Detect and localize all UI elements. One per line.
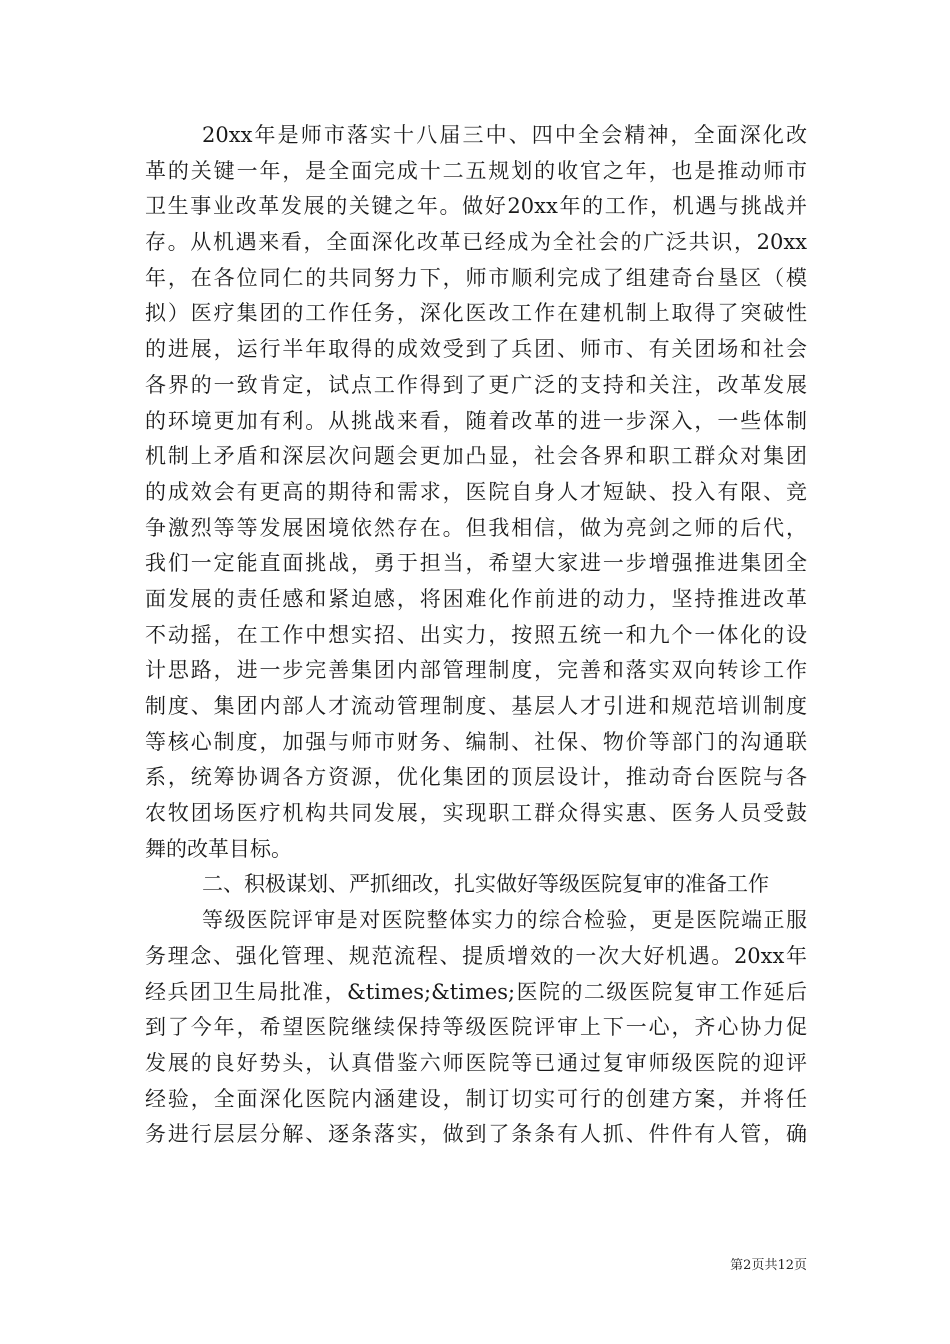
text-line: 面发展的责任感和紧迫感，将困难化作前进的动力，坚持推进改革: [145, 586, 807, 611]
text-line: 发展的良好势头，认真借鉴六师医院等已通过复审师级医院的迎评: [145, 1050, 807, 1075]
page-number: 第2页共12页: [730, 1258, 807, 1273]
text-line: 制度、集团内部人才流动管理制度、基层人才引进和规范培训制度: [145, 694, 807, 718]
text-line: 到了今年，希望医院继续保持等级医院评审上下一心，齐心协力促: [145, 1015, 807, 1040]
text-line: 务进行层层分解、逐条落实，做到了条条有人抓、件件有人管，确: [145, 1122, 807, 1147]
text-line: 经兵团卫生局批准，&times;&times;医院的二级医院复审工作延后: [145, 979, 807, 1004]
text-line: 争激烈等等发展困境依然存在。但我相信，做为亮剑之师的后代，: [145, 515, 807, 540]
body-text: [145, 118, 807, 1153]
text-line: 等级医院评审是对医院整体实力的综合检验，更是医院端正服: [202, 908, 807, 933]
text-line: 不动摇，在工作中想实招、出实力，按照五统一和九个一体化的设: [145, 622, 807, 647]
text-line: 的环境更加有利。从挑战来看，随着改革的进一步深入，一些体制: [145, 408, 807, 433]
text-line: 各界的一致肯定，试点工作得到了更广泛的支持和关注，改革发展: [145, 372, 807, 397]
text-line: 系，统筹协调各方资源，优化集团的顶层设计，推动奇台医院与各: [145, 765, 807, 790]
text-line: 机制上矛盾和深层次问题会更加凸显，社会各界和职工群众对集团: [145, 444, 807, 469]
text-line: 务理念、强化管理、规范流程、提质增效的一次大好机遇。20xx年: [145, 943, 807, 968]
text-line: 二、积极谋划、严抓细改，扎实做好等级医院复审的准备工作: [202, 872, 769, 897]
text-line: 年，在各位同仁的共同努力下，师市顺利完成了组建奇台垦区（模: [145, 265, 807, 290]
text-line: 革的关键一年，是全面完成十二五规划的收官之年，也是推动师市: [145, 158, 807, 183]
text-line: 拟）医疗集团的工作任务，深化医改工作在建机制上取得了突破性: [145, 301, 807, 326]
text-line: 的成效会有更高的期待和需求，医院自身人才短缺、投入有限、竞: [145, 479, 807, 504]
text-line: 我们一定能直面挑战，勇于担当，希望大家进一步增强推进集团全: [145, 551, 807, 576]
text-line: 计思路，进一步完善集团内部管理制度，完善和落实双向转诊工作: [145, 658, 807, 683]
text-line: 经验，全面深化医院内涵建设，制订切实可行的创建方案，并将任: [145, 1086, 807, 1111]
text-line: 20xx年是师市落实十八届三中、四中全会精神，全面深化改: [202, 123, 807, 147]
text-line: 等核心制度，加强与师市财务、编制、社保、物价等部门的沟通联: [145, 729, 807, 754]
text-line: 存。从机遇来看，全面深化改革已经成为全社会的广泛共识，20xx: [145, 230, 807, 255]
text-line: 舞的改革目标。: [145, 836, 292, 861]
text-line: 农牧团场医疗机构共同发展，实现职工群众得实惠、医务人员受鼓: [145, 801, 807, 826]
text-line: 的进展，运行半年取得的成效受到了兵团、师市、有关团场和社会: [145, 337, 807, 362]
text-line: 卫生事业改革发展的关键之年。做好20xx年的工作，机遇与挑战并: [145, 194, 807, 219]
